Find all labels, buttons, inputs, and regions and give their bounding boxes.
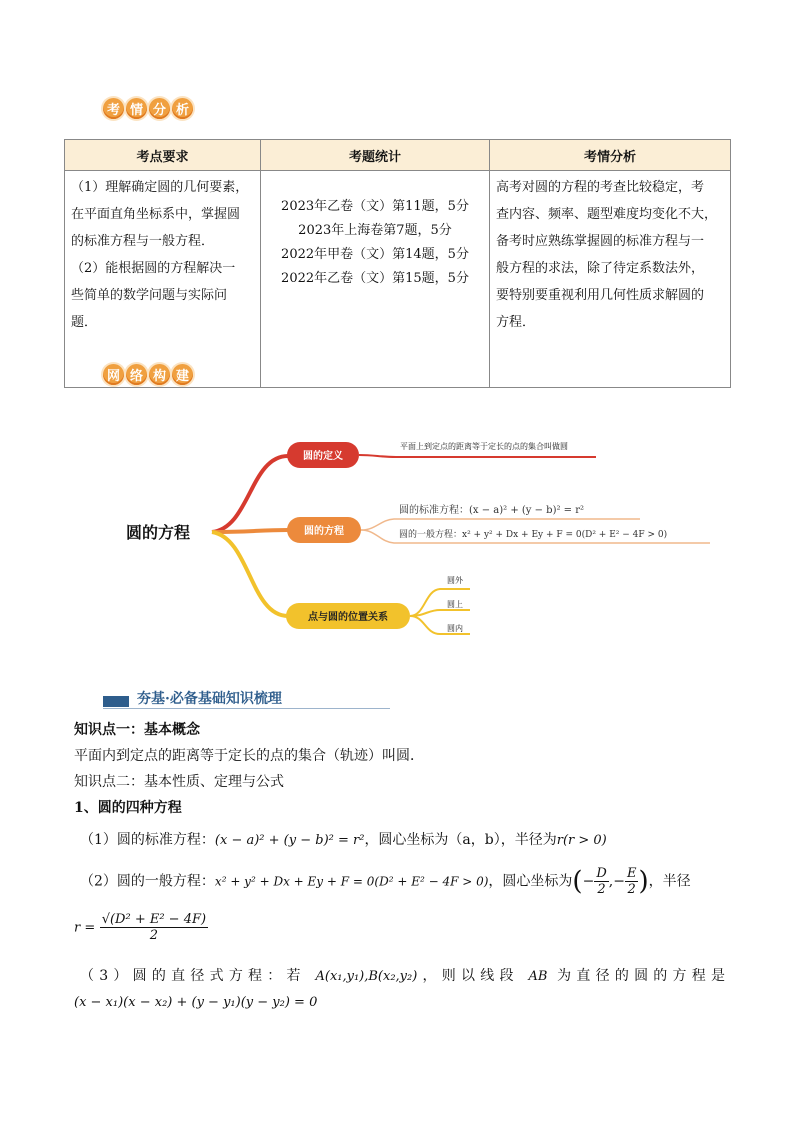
- badge-char: 分: [149, 98, 170, 119]
- badge-char: 构: [149, 364, 170, 385]
- leaf-outside: 圆外: [447, 576, 463, 585]
- kp2-title: 知识点二：基本性质、定理与公式: [74, 774, 284, 790]
- eq3-points: A(x₁,y₁),B(x₂,y₂): [315, 969, 418, 984]
- kp1-title: 知识点一：基本概念: [74, 722, 200, 738]
- line: 题．: [71, 315, 98, 330]
- kp1-text: 平面内到定点的距离等于定长的点的集合（轨迹）叫圆．: [74, 748, 424, 764]
- badge-char: 网: [103, 364, 124, 385]
- leaf-inside: 圆内: [447, 624, 463, 633]
- line: 方程．: [496, 315, 536, 330]
- analysis-table: [64, 139, 731, 388]
- eq3-mid: ，则以线段: [417, 968, 519, 984]
- eq2-radius: [74, 912, 208, 943]
- line: 高考对圆的方程的考查比较稳定，考: [496, 180, 705, 195]
- eq3-ab: AB: [528, 969, 548, 984]
- eq1-formula: (x − a)² + (y − b)² = r²: [214, 833, 365, 848]
- branch-orange: [212, 530, 288, 532]
- table-cell-analysis: [490, 171, 731, 388]
- table-header: 考题统计: [261, 140, 490, 171]
- badge-char: 情: [126, 98, 147, 119]
- eq1-pre: （1）圆的标准方程：: [80, 832, 215, 848]
- badge-wangluo: [103, 364, 193, 385]
- mind-map: [0, 420, 794, 650]
- line: 的标准方程与一般方程．: [71, 234, 215, 249]
- std-line: [361, 519, 640, 530]
- section-title: 夯基·必备基础知识梳理: [137, 691, 282, 707]
- radius-den: 2: [149, 928, 159, 943]
- frac-num: E: [626, 866, 637, 881]
- frac-den: 2: [627, 882, 636, 897]
- line: 查内容、频率、题型难度均变化不大，: [496, 207, 718, 222]
- section-block: [103, 696, 129, 707]
- frac-den: 2: [597, 882, 606, 897]
- eq1-radius: r(r > 0): [556, 833, 607, 848]
- eq1-mid: ，圆心坐标为（a，b），半径为: [364, 832, 557, 848]
- eq2-post: ，半径: [648, 873, 691, 890]
- branch-yellow: [212, 532, 288, 616]
- line: 2023年上海卷第7题，5分: [298, 223, 452, 238]
- line: （2）能根据圆的方程解决一: [71, 261, 236, 276]
- def-line: [359, 455, 596, 457]
- eq3-post: 为直径的圆的方程是: [557, 968, 726, 984]
- radius-lhs: r =: [74, 920, 96, 936]
- sub1-title: 1、圆的四种方程: [74, 800, 182, 816]
- eq2-mid: ，圆心坐标为: [488, 873, 573, 890]
- badge-char: 考: [103, 98, 124, 119]
- line: 备考时应熟练掌握圆的标准方程与一: [496, 234, 705, 249]
- eq2-pre: （2）圆的一般方程：: [80, 873, 215, 890]
- line: 2023年乙卷（文）第11题，5分: [281, 199, 469, 214]
- line: 在平面直角坐标系中，掌握圆: [71, 207, 241, 222]
- table-cell-requirements: [65, 171, 261, 388]
- node-position-label: 点与圆的位置关系: [308, 612, 388, 623]
- node-equation-label: 圆的方程: [304, 526, 344, 537]
- eq2-line: （2）圆的一般方程：x² + y² + Dx + Ey + F = 0(D² + E² − 4F > 0)，圆心坐标为(− $\frac{D}{2}$ ,− $\frac{E}{2}$ )，半径: [80, 866, 691, 897]
- badge-kaoqing: [103, 98, 193, 119]
- eq1-line: [80, 829, 607, 849]
- eq3-line: [80, 965, 725, 985]
- line: 些简单的数学问题与实际问: [71, 288, 228, 303]
- mindmap-root: 圆的方程: [126, 523, 191, 542]
- table-header: 考情分析: [490, 140, 731, 171]
- frac-num: D: [596, 866, 607, 881]
- table-cell-stats: [261, 171, 490, 388]
- line: 2022年乙卷（文）第15题，5分: [281, 271, 469, 286]
- node-definition-label: 圆的定义: [303, 451, 343, 462]
- line: （1）理解确定圆的几何要素，: [71, 180, 249, 195]
- line: 2022年甲卷（文）第14题，5分: [281, 247, 469, 262]
- eq3-pre: （3）圆的直径式方程：若: [80, 968, 306, 984]
- branch-red: [212, 456, 288, 532]
- frac-e: [625, 866, 639, 897]
- table-header: 考点要求: [65, 140, 261, 171]
- section-heading: [103, 688, 390, 709]
- badge-char: 建: [172, 364, 193, 385]
- radius-frac: [100, 912, 208, 943]
- badge-char: 析: [172, 98, 193, 119]
- radius-num: √(D² + E² − 4F): [101, 912, 207, 927]
- line: 般方程的求法，除了待定系数法外，: [496, 261, 705, 276]
- std-eq-text: 圆的标准方程：(x − a)² + (y − b)² = r²: [399, 505, 585, 516]
- line: 要特别要重视利用几何性质求解圆的: [496, 288, 705, 303]
- eq2-formula: x² + y² + Dx + Ey + F = 0(D² + E² − 4F > 0): [214, 874, 489, 889]
- eq3-formula: (x − x₁)(x − x₂) + (y − y₁)(y − y₂) = 0: [74, 995, 318, 1010]
- gen-eq-text: 圆的一般方程：x² + y² + Dx + Ey + F = 0(D² + E² − 4F > 0): [399, 530, 668, 540]
- leaf-on: 圆上: [447, 600, 463, 609]
- frac-d: [594, 866, 608, 897]
- badge-char: 络: [126, 364, 147, 385]
- def-text: 平面上到定点的距离等于定长的点的集合叫做圆: [400, 442, 568, 451]
